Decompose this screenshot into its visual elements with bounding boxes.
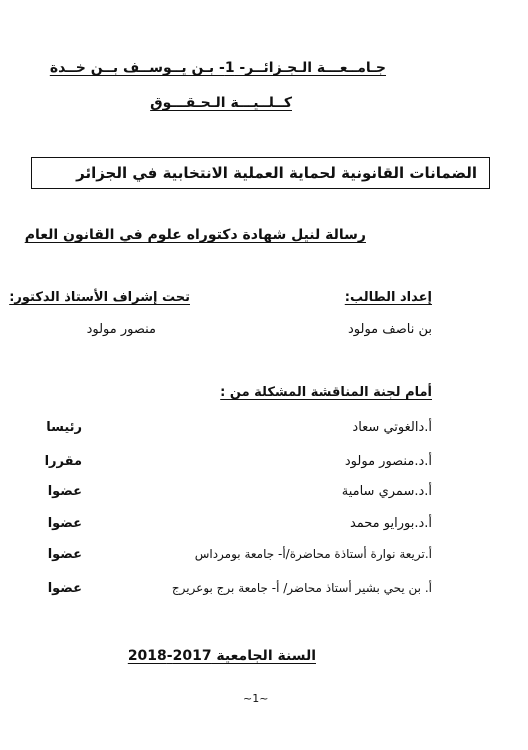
committee-member-role: عضوا <box>47 516 82 531</box>
committee-member-name: أ.د.منصور مولود <box>344 454 432 469</box>
thesis-title-box <box>31 157 490 189</box>
committee-member-name: أ.د.بورايو محمد <box>349 516 432 531</box>
committee-member-role: عضوا <box>47 581 82 596</box>
committee-member-role: عضوا <box>47 547 82 562</box>
committee-heading: أمام لجنة المناقشة المشكلة من : <box>220 385 432 400</box>
thesis-title: الضمانات القانونية لحماية العملية الانتخابية في الجزائر <box>76 164 477 182</box>
supervisor-name: منصور مولود <box>86 322 156 337</box>
prepared-by-label: إعداد الطالب: <box>344 290 432 305</box>
committee-member-name: أ.دالغوتي سعاد <box>352 420 432 435</box>
committee-member-role: رئيسا <box>46 420 82 435</box>
page-number: ~1~ <box>243 692 269 705</box>
degree-statement: رسالة لنيل شهادة دكتوراه علوم في القانون العام <box>24 227 366 243</box>
committee-member-role: عضوا <box>47 484 82 499</box>
committee-member-name: أ.د.سمري سامية <box>341 484 432 499</box>
student-name: بن ناصف مولود <box>348 322 432 337</box>
faculty-name: كــلــيـــة الـحـقـــوق <box>150 95 292 111</box>
academic-year: السنة الجامعية 2017-2018 <box>127 648 316 664</box>
university-name: جـامــعـــة الـجـزائــر- 1- بـن يــوســف بــن خــدة <box>49 60 386 76</box>
committee-member-role: مقررا <box>44 454 82 469</box>
supervisor-label: تحت إشراف الأستاذ الدكتور: <box>9 290 190 305</box>
committee-member-name: أ. بن يحي بشير أستاذ محاضر/ أ- جامعة برج بوعريرج <box>171 581 432 595</box>
committee-member-name: أ.تريعة نوارة أستاذة محاضرة/أ- جامعة بومرداس <box>194 547 432 561</box>
